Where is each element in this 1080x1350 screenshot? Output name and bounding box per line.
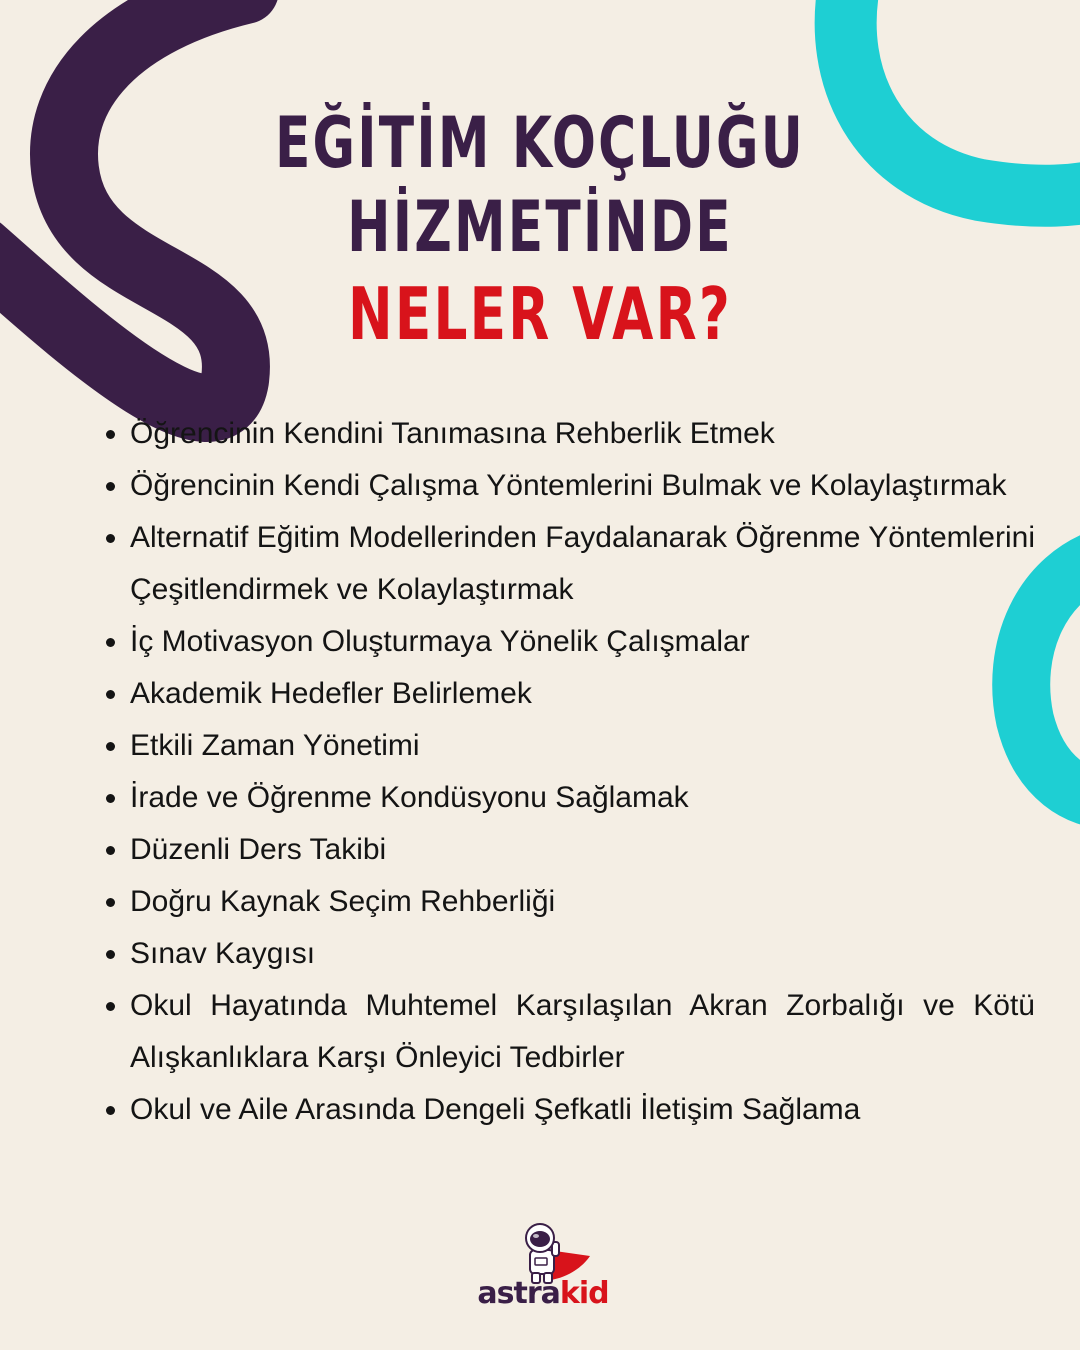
brand-logo-text: [468, 1276, 618, 1311]
list-item: Okul ve Aile Arasında Dengeli Şefkatli İletişim Sağlama: [130, 1084, 1035, 1136]
brand-part-2: kid: [559, 1276, 609, 1311]
list-item: Sınav Kaygısı: [130, 928, 1035, 980]
service-list: [100, 408, 1035, 1136]
list-item: İç Motivasyon Oluşturmaya Yönelik Çalışmalar: [130, 616, 1035, 668]
list-item: Alternatif Eğitim Modellerinden Faydalanarak Öğrenme Yöntemlerini Çeşitlendirmek ve Kolaylaştırmak: [130, 512, 1035, 616]
list-item: Öğrencinin Kendini Tanımasına Rehberlik Etmek: [130, 408, 1035, 460]
list-item: Etkili Zaman Yönetimi: [130, 720, 1035, 772]
list-item: Düzenli Ders Takibi: [130, 824, 1035, 876]
list-item: İrade ve Öğrenme Kondüsyonu Sağlamak: [130, 772, 1035, 824]
list-item: Akademik Hedefler Belirlemek: [130, 668, 1035, 720]
list-item: Doğru Kaynak Seçim Rehberliği: [130, 876, 1035, 928]
title-line-3: NELER VAR?: [348, 272, 732, 356]
brand-part-1: astra: [477, 1276, 560, 1311]
title-line-2: HİZMETİNDE: [347, 186, 733, 268]
astronaut-mascot-icon: [470, 1220, 615, 1330]
list-item: Öğrencinin Kendi Çalışma Yöntemlerini Bulmak ve Kolaylaştırmak: [130, 460, 1035, 512]
list-item: Okul Hayatında Muhtemel Karşılaşılan Akran Zorbalığı ve Kötü Alışkanlıklara Karşı Önleyici Tedbirler: [130, 980, 1035, 1084]
title-line-1: EĞİTİM KOÇLUĞU: [274, 102, 806, 184]
